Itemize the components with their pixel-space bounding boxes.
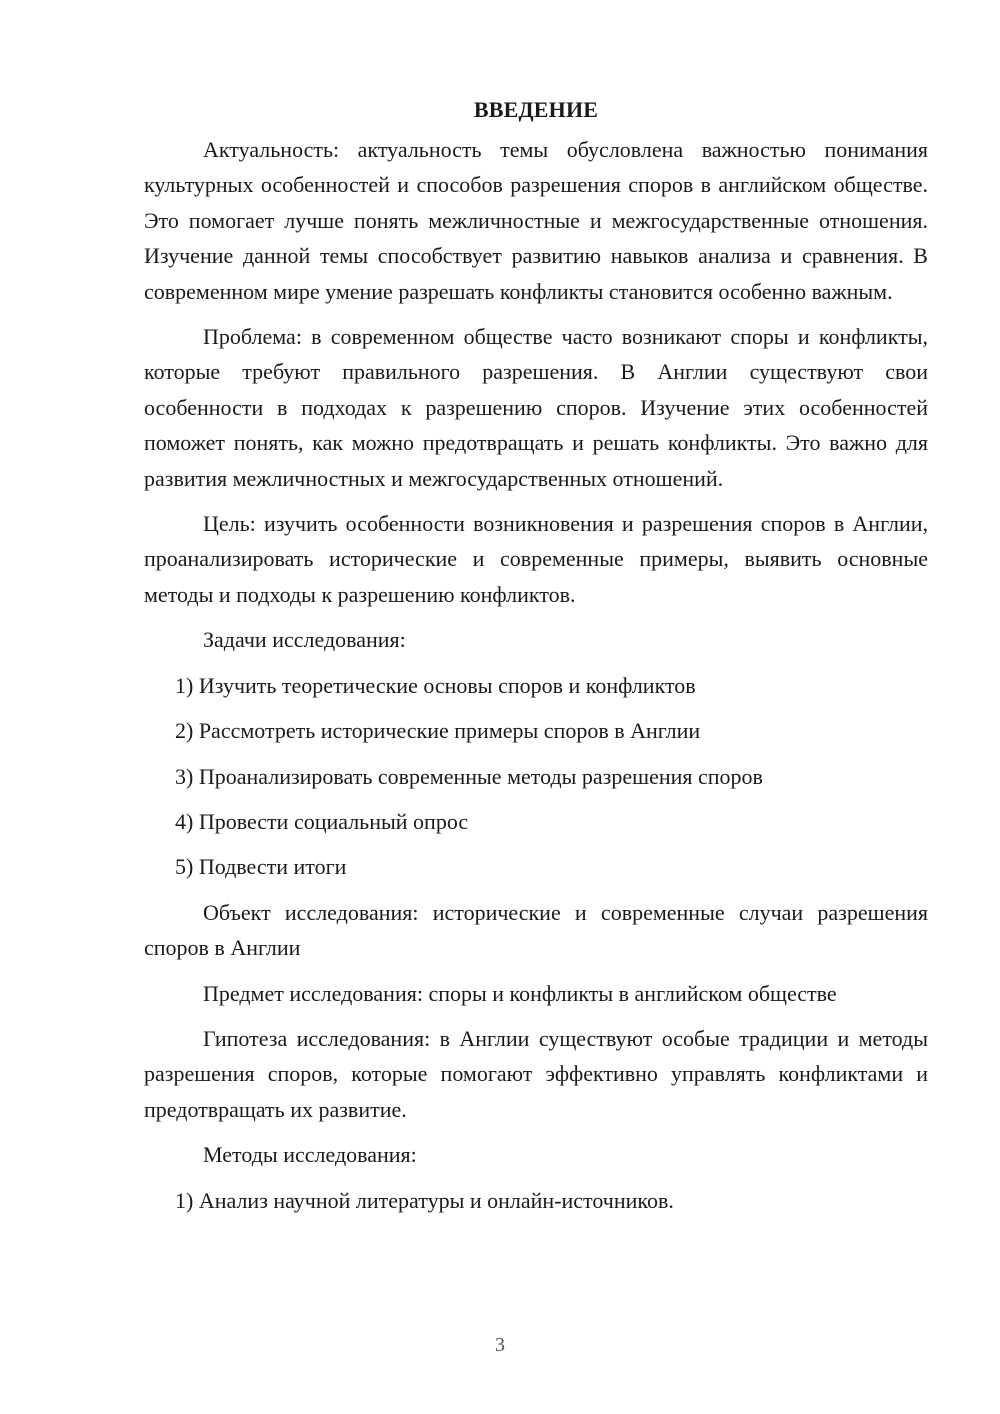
task-item-1: 1) Изучить теоретические основы споров и конфликтов: [175, 672, 696, 698]
methods-heading: Методы исследования:: [203, 1142, 417, 1168]
goal-paragraph: Цель: изучить особенности возникновения и разрешения споров в Англии, проанализировать исторические и современные примеры, выявить основные методы и подходы к разрешению конфликтов.: [144, 511, 928, 607]
task-item-5: 5) Подвести итоги: [175, 854, 347, 880]
task-item-3: 3) Проанализировать современные методы разрешения споров: [175, 763, 763, 789]
subject-paragraph: Предмет исследования: споры и конфликты в английском обществе: [203, 980, 837, 1006]
document-page: [144, 92, 928, 1228]
hypothesis-paragraph: Гипотеза исследования: в Англии существуют особые традиции и методы разрешения споров, которые помогают эффективно управлять конфликтами и предотвращать их развитие.: [144, 1025, 928, 1122]
relevance-paragraph: Актуальность: актуальность темы обусловлена важностью понимания культурных особенностей и способов разрешения споров в английском обществе. Это помогает лучше понять межличностные и межгосударственные отношения. Изучение данной темы способствует развитию навыков анализа и сравнения. В современном мире умение разрешать конфликты становится особенно важным.: [144, 137, 928, 304]
section-title: ВВЕДЕНИЕ: [473, 97, 599, 122]
method-item-1: 1) Анализ научной литературы и онлайн-источников.: [175, 1187, 674, 1213]
page-number: 3: [495, 1334, 505, 1356]
problem-paragraph: Проблема: в современном обществе часто возникают споры и конфликты, которые требуют правильного разрешения. В Англии существуют свои особенности в подходах к разрешению споров. Изучение этих особенностей поможет понять, как можно предотвращать и решать конфликты. Это важно для развития межличностных и межгосударственных отношений.: [144, 324, 928, 491]
task-item-4: 4) Провести социальный опрос: [175, 808, 469, 834]
object-paragraph: Объект исследования: исторические и современные случаи разрешения споров в Англии: [144, 899, 928, 961]
task-item-2: 2) Рассмотреть исторические примеры споров в Англии: [175, 718, 701, 744]
tasks-heading: Задачи исследования:: [203, 627, 406, 653]
